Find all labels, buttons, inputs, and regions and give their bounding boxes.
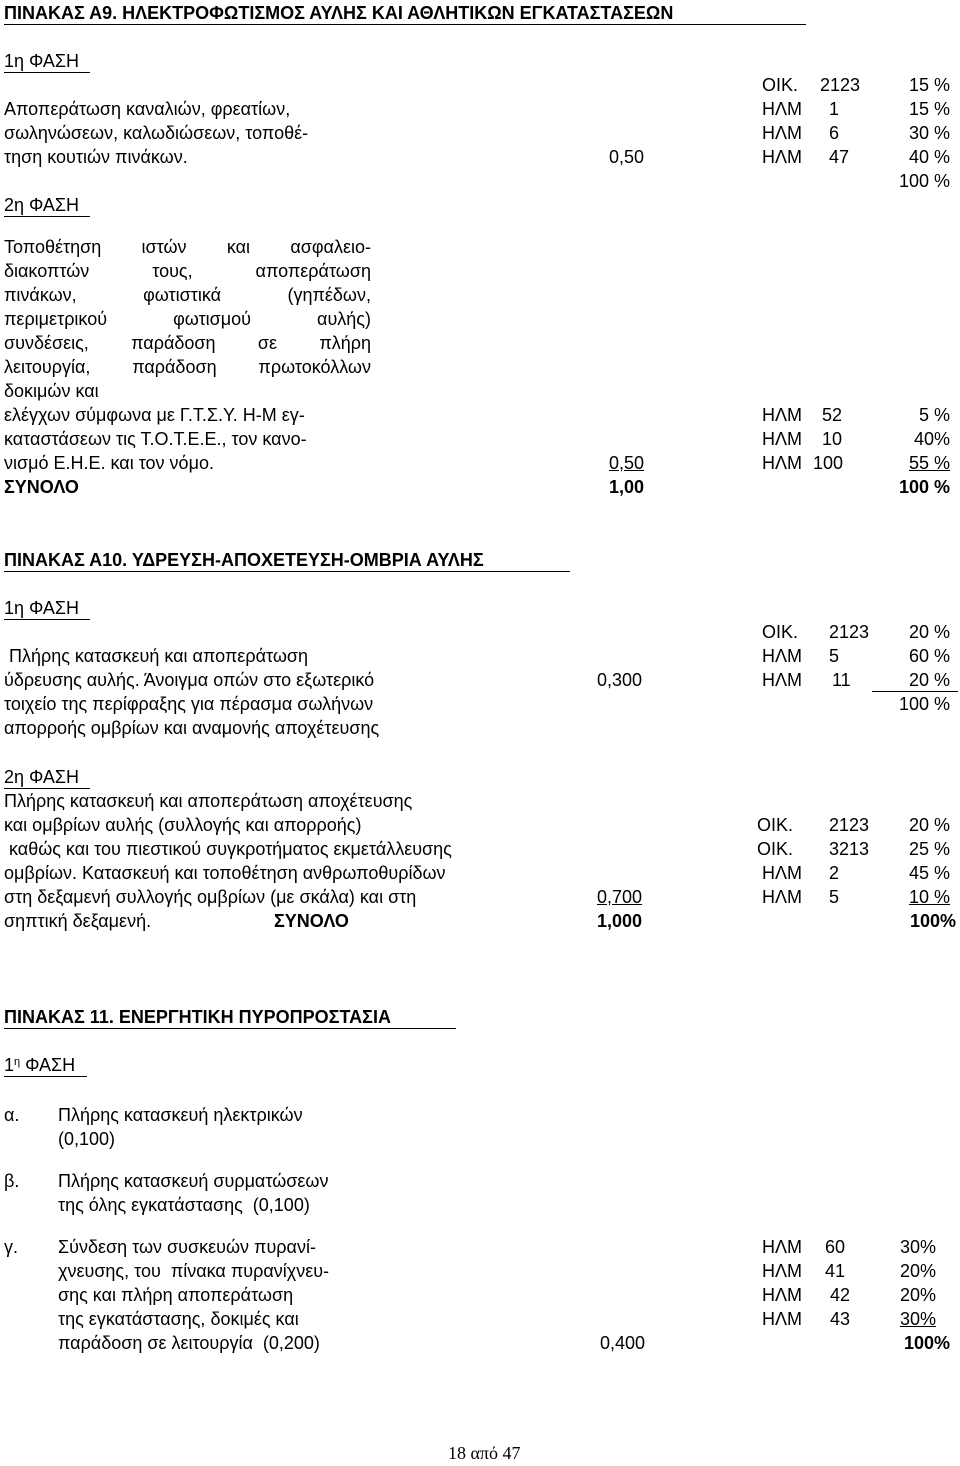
word: παράδοση xyxy=(132,357,217,377)
a11-weight: 0,400 xyxy=(600,1333,646,1353)
table-11-title-underline xyxy=(4,1028,456,1029)
a10-phase1-desc-line: τοιχείο της περίφραξης για πέρασμα σωλήνων xyxy=(4,694,374,714)
a9-p2-num: 100 xyxy=(813,453,844,473)
a10-phase2-desc-line: στη δεξαμενή συλλογής ομβρίων (με σκάλα) και στη xyxy=(4,887,417,907)
a9-phase2-desc-line: ελέγχων σύμφωνα με Γ.Τ.Σ.Υ. Η-Μ εγ- xyxy=(4,405,305,425)
word: πρωτοκόλλων xyxy=(258,357,371,377)
a9-total-weight: 1,00 xyxy=(609,477,645,497)
word: περιμετρικού xyxy=(4,309,108,329)
a11-code: ΗΛΜ xyxy=(762,1309,803,1329)
table-11-title: ΠΙΝΑΚΑΣ 11. ΕΝΕΡΓΗΤΙΚΗ ΠΥΡΟΠΡΟΣΤΑΣΙΑ xyxy=(4,1007,391,1027)
word: αποπεράτωση xyxy=(255,261,371,281)
word: φωτισμού xyxy=(173,309,252,329)
a10-total-weight: 1,000 xyxy=(597,911,643,931)
a10-p2-code: ΟΙΚ. xyxy=(757,839,794,859)
a9-phase1-weight: 0,50 xyxy=(609,147,645,167)
a9-p1-num: 1 xyxy=(829,99,840,119)
a11-item-line: (0,100) xyxy=(58,1129,116,1149)
a11-code: ΗΛΜ xyxy=(762,1237,803,1257)
a10-phase2-desc-line: Πλήρης κατασκευή και αποπεράτωση αποχέτευσης xyxy=(4,791,413,811)
a9-p1-code: ΗΛΜ xyxy=(762,99,803,119)
a9-p2-pct: 5 % xyxy=(918,405,950,425)
a9-phase1-label: 1η ΦΑΣΗ xyxy=(4,51,79,71)
a11-item-line: χνευσης, του πίνακα πυρανίχνευ- xyxy=(58,1261,330,1281)
a9-p2-pct: 55 % xyxy=(908,453,950,473)
a9-p2-num: 52 xyxy=(822,405,843,425)
a11-pct: 20% xyxy=(899,1261,936,1281)
a9-p1-code: ΗΛΜ xyxy=(762,147,803,167)
a9-phase1-desc-line: Αποπεράτωση καναλιών, φρεατίων, xyxy=(4,99,291,119)
a10-phase1-total-pct: 100 % xyxy=(898,694,950,714)
a9-p2-pct: 40% xyxy=(913,429,950,449)
a11-pct: 30% xyxy=(899,1237,936,1257)
a9-p2-code: ΗΛΜ xyxy=(762,429,803,449)
a10-p2-num: 2123 xyxy=(829,815,870,835)
a9-p1-pct: 15 % xyxy=(908,75,950,95)
a11-phase-label xyxy=(4,1056,75,1074)
a10-phase2-desc-line: σηπτική δεξαμενή. xyxy=(4,911,152,931)
a9-total-label: ΣΥΝΟΛΟ xyxy=(4,477,79,497)
a11-pct: 30% xyxy=(899,1309,936,1329)
a11-code: ΗΛΜ xyxy=(762,1261,803,1281)
a9-p1-code: ΟΙΚ. xyxy=(762,75,799,95)
a10-p1-num: 11 xyxy=(832,670,851,690)
a11-num: 42 xyxy=(830,1285,851,1305)
word: ασφαλειο- xyxy=(290,237,371,257)
word: φωτιστικά xyxy=(143,285,222,305)
table-a9-title: ΠΙΝΑΚΑΣ Α9. ΗΛΕΚΤΡΟΦΩΤΙΣΜΟΣ ΑΥΛΗΣ ΚΑΙ ΑΘΛΗΤΙΚΩΝ ΕΓΚΑΤΑΣΤΑΣΕΩΝ xyxy=(4,3,674,23)
a10-total-pct: 100% xyxy=(909,911,956,931)
a10-phase2-label: 2η ΦΑΣΗ xyxy=(4,767,79,787)
a10-p1-pct: 20 % xyxy=(908,670,950,690)
a11-item-line: Πλήρης κατασκευή συρματώσεων xyxy=(58,1171,329,1191)
a10-p1-num: 2123 xyxy=(829,622,870,642)
a9-phase2-desc-line xyxy=(4,334,371,352)
a9-phase2-label-underline xyxy=(4,216,90,217)
a9-phase2-desc-line: δοκιμών και xyxy=(4,381,99,401)
a11-item-line: σης και πλήρη αποπεράτωση xyxy=(58,1285,294,1305)
a10-phase1-desc-line: Πλήρης κατασκευή και αποπεράτωση xyxy=(4,646,309,666)
word: λειτουργία, xyxy=(4,357,91,377)
a10-phase2-weight: 0,700 xyxy=(597,887,643,907)
a10-phase1-label: 1η ΦΑΣΗ xyxy=(4,598,79,618)
a9-p1-num: 6 xyxy=(829,123,840,143)
a10-p1-pct: 60 % xyxy=(908,646,950,666)
a9-phase1-total-pct: 100 % xyxy=(898,171,950,191)
word: (γηπέδων, xyxy=(287,285,371,305)
a11-num: 41 xyxy=(825,1261,846,1281)
a10-phase1-desc-line: απορροής ομβρίων και αναμονής αποχέτευσης xyxy=(4,718,380,738)
a10-p2-num: 2 xyxy=(829,863,840,883)
table-a10-title-underline xyxy=(4,571,570,572)
a11-item-letter: α. xyxy=(4,1105,20,1125)
a9-phase2-desc-line xyxy=(4,310,371,328)
a11-item-letter: β. xyxy=(4,1171,20,1191)
a10-phase2-label-underline xyxy=(4,788,90,789)
a10-p1-code: ΗΛΜ xyxy=(762,646,803,666)
a11-total-pct: 100% xyxy=(903,1333,950,1353)
a9-phase1-desc-line: τηση κουτιών πινάκων. xyxy=(4,147,188,167)
a11-phase-label-underline xyxy=(4,1076,87,1077)
word: Τοποθέτηση xyxy=(4,237,102,257)
a10-p2-code: ΟΙΚ. xyxy=(757,815,794,835)
a10-p2-code: ΗΛΜ xyxy=(762,863,803,883)
a9-p2-code: ΗΛΜ xyxy=(762,453,803,473)
a11-num: 60 xyxy=(825,1237,846,1257)
a9-p1-pct: 15 % xyxy=(908,99,950,119)
a10-p1-num: 5 xyxy=(829,646,840,666)
word: πινάκων, xyxy=(4,285,77,305)
a9-phase2-desc-line xyxy=(4,286,371,304)
a10-p2-pct: 25 % xyxy=(908,839,950,859)
a9-total-pct: 100 % xyxy=(898,477,950,497)
word: πλήρη xyxy=(319,333,371,353)
a10-p2-pct: 10 % xyxy=(908,887,950,907)
a11-item-line: Πλήρης κατασκευή ηλεκτρικών xyxy=(58,1105,303,1125)
a10-p2-num: 3213 xyxy=(829,839,870,859)
phase-ordinal: η xyxy=(14,1056,21,1068)
a11-item-letter: γ. xyxy=(4,1237,19,1257)
word: αυλής) xyxy=(317,309,371,329)
a9-phase2-desc-line: νισμό Ε.Η.Ε. και τον νόμο. xyxy=(4,453,214,473)
a9-phase1-desc-line: σωληνώσεων, καλωδιώσεων, τοποθέ- xyxy=(4,123,309,143)
a10-p2-code: ΗΛΜ xyxy=(762,887,803,907)
word: παράδοση xyxy=(131,333,216,353)
a10-phase2-desc-line: και ομβρίων αυλής (συλλογής και απορροής) xyxy=(4,815,362,835)
a9-p1-num: 47 xyxy=(829,147,850,167)
a10-phase1-label-underline xyxy=(4,619,90,620)
a10-phase1-sum-line xyxy=(872,691,958,692)
a10-p2-num: 5 xyxy=(829,887,840,907)
a9-phase2-desc-line xyxy=(4,238,371,256)
page-number: 18 από 47 xyxy=(448,1443,521,1463)
a10-p2-pct: 20 % xyxy=(908,815,950,835)
table-a10-title: ΠΙΝΑΚΑΣ Α10. ΥΔΡΕΥΣΗ-ΑΠΟΧΕΤΕΥΣΗ-ΟΜΒΡΙΑ ΑΥΛΗΣ xyxy=(4,550,484,570)
a10-phase1-desc-line: ύδρευσης αυλής. Άνοιγμα οπών στο εξωτερικό xyxy=(4,670,375,690)
a10-p2-pct: 45 % xyxy=(908,863,950,883)
a10-p1-pct: 20 % xyxy=(908,622,950,642)
a9-phase2-desc-line xyxy=(4,262,371,280)
a11-item-line: παράδοση σε λειτουργία (0,200) xyxy=(58,1333,320,1353)
a9-p2-num: 10 xyxy=(822,429,843,449)
a9-p1-pct: 40 % xyxy=(908,147,950,167)
word: διακοπτών xyxy=(4,261,90,281)
a9-p2-code: ΗΛΜ xyxy=(762,405,803,425)
a10-p1-code: ΟΙΚ. xyxy=(762,622,799,642)
a9-phase2-desc-line: καταστάσεων τις Τ.Ο.Τ.Ε.Ε., τον κανο- xyxy=(4,429,307,449)
word: τους, xyxy=(152,261,193,281)
a11-item-line: της όλης εγκατάστασης (0,100) xyxy=(58,1195,310,1215)
word: συνδέσεις, xyxy=(4,333,89,353)
phase-number: 1 xyxy=(4,1055,15,1075)
a10-total-label: ΣΥΝΟΛΟ xyxy=(274,911,349,931)
a11-item-line: Σύνδεση των συσκευών πυρανί- xyxy=(58,1237,316,1257)
a10-p1-code: ΗΛΜ xyxy=(762,670,803,690)
a9-phase2-desc-line xyxy=(4,358,371,376)
a11-item-line: της εγκατάστασης, δοκιμές και xyxy=(58,1309,299,1329)
word: ιστών xyxy=(141,237,187,257)
a9-phase2-weight: 0,50 xyxy=(609,453,645,473)
phase-word: ΦΑΣΗ xyxy=(20,1055,76,1075)
word: και xyxy=(226,237,251,257)
a11-num: 43 xyxy=(830,1309,851,1329)
a9-p1-pct: 30 % xyxy=(908,123,950,143)
a9-phase1-label-underline xyxy=(4,72,90,73)
a10-phase2-desc-line: ομβρίων. Κατασκευή και τοποθέτηση ανθρωποθυρίδων xyxy=(4,863,446,883)
a10-phase2-desc-line: καθώς και του πιεστικού συγκροτήματος εκμετάλλευσης xyxy=(4,839,452,859)
word: σε xyxy=(257,333,277,353)
a9-phase2-label: 2η ΦΑΣΗ xyxy=(4,195,79,215)
table-a9-title-underline xyxy=(4,24,806,25)
a10-phase1-weight: 0,300 xyxy=(597,670,643,690)
a9-p1-code: ΗΛΜ xyxy=(762,123,803,143)
a11-code: ΗΛΜ xyxy=(762,1285,803,1305)
a9-p1-num: 2123 xyxy=(819,75,860,95)
a11-pct: 20% xyxy=(899,1285,936,1305)
